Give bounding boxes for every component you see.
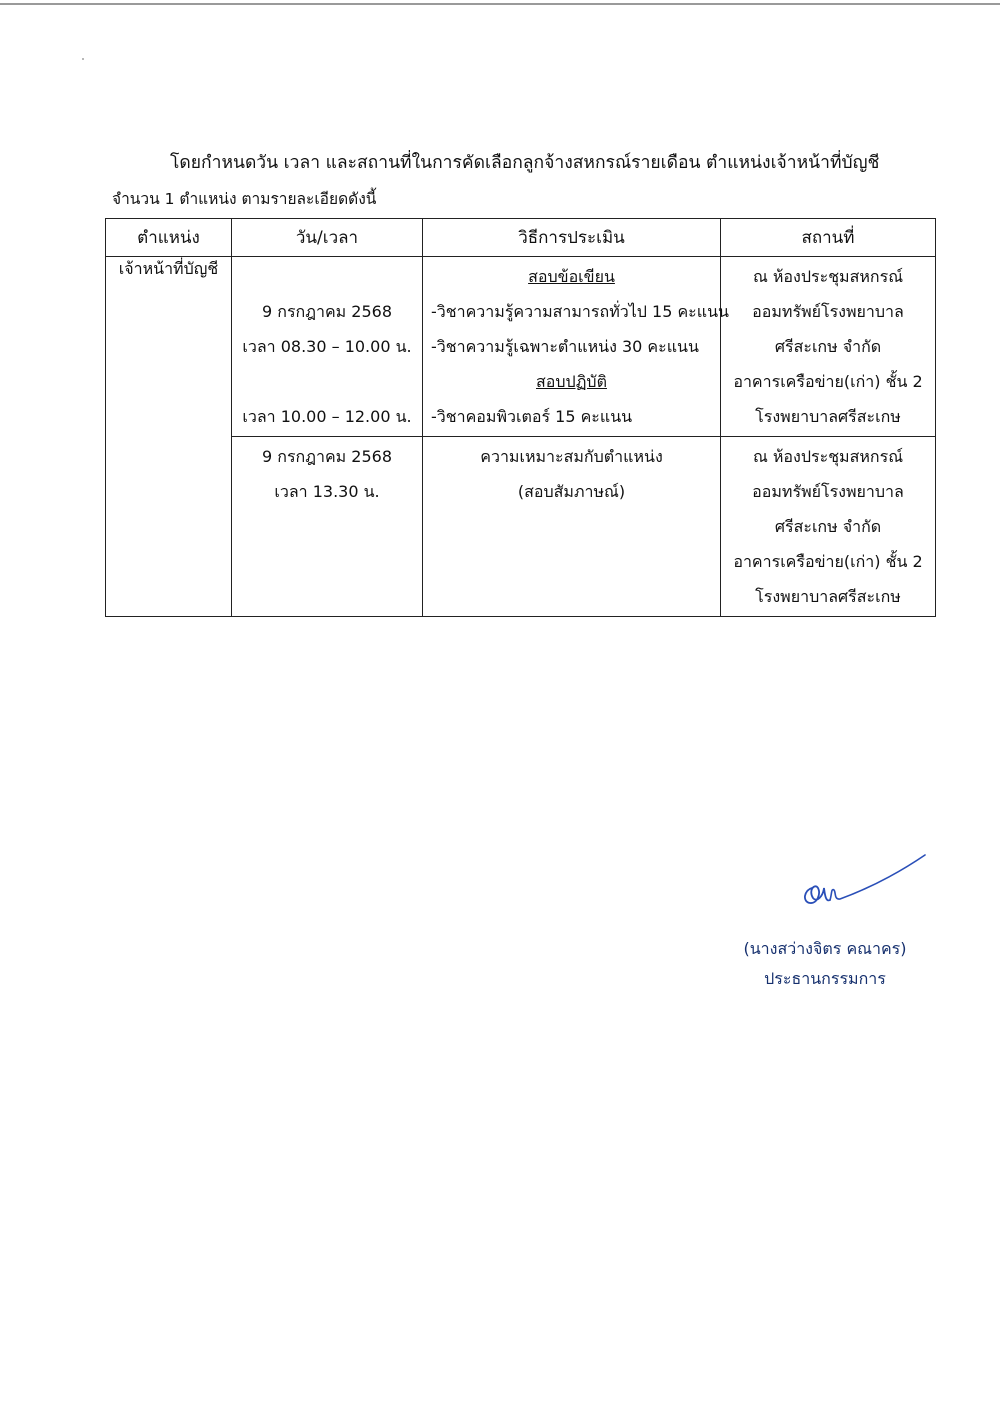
header-date-time: วัน/เวลา [232, 219, 423, 257]
header-position: ตำแหน่ง [106, 219, 232, 257]
row1-venue-line: ศรีสะเกษ จำกัด [774, 337, 882, 356]
intro-paragraph-line-1: โดยกำหนดวัน เวลา และสถานที่ในการคัดเลือกลูกจ้างสหกรณ์รายเดือน ตำแหน่งเจ้าหน้าที่บัญชี [170, 153, 880, 173]
row1-date-line: 9 กรกฎาคม 2568 [261, 302, 392, 321]
written-exam-heading: สอบข้อเขียน [528, 267, 615, 286]
row1-venue-line: ออมทรัพย์โรงพยาบาล [752, 302, 904, 321]
row2-method-line: (สอบสัมภาษณ์) [517, 482, 626, 501]
row1-date-cell [232, 257, 423, 437]
practical-exam-heading: สอบปฏิบัติ [536, 372, 607, 391]
row2-date-cell [232, 437, 423, 617]
row2-venue-cell [721, 437, 936, 617]
selection-schedule-table [105, 218, 936, 617]
table-row [106, 257, 936, 437]
written-exam-item: -วิชาความรู้เฉพาะตำแหน่ง 30 คะแนน [431, 337, 699, 356]
row1-venue-cell [721, 257, 936, 437]
row2-venue-line: โรงพยาบาลศรีสะเกษ [755, 587, 901, 606]
row2-date-line: เวลา 13.30 น. [274, 482, 380, 501]
handwritten-signature [790, 850, 935, 915]
row1-venue-line: อาคารเครือข่าย(เก่า) ชั้น 2 [733, 372, 923, 391]
row1-venue-line: โรงพยาบาลศรีสะเกษ [755, 407, 901, 426]
row2-venue-line: อาคารเครือข่าย(เก่า) ชั้น 2 [733, 552, 923, 571]
row1-venue-line: ณ ห้องประชุมสหกรณ์ [752, 267, 904, 286]
header-assessment-method: วิธีการประเมิน [423, 219, 721, 257]
signatory-name: (นางสว่างจิตร คณาคร) [743, 939, 907, 958]
position-cell: เจ้าหน้าที่บัญชี [106, 257, 232, 617]
row1-date-line: เวลา 08.30 – 10.00 น. [242, 337, 412, 356]
practical-exam-item: -วิชาคอมพิวเตอร์ 15 คะแนน [431, 407, 633, 426]
row1-date-line [232, 364, 422, 399]
written-exam-item: -วิชาความรู้ความสามารถทั่วไป 15 คะแนน [431, 302, 729, 321]
row2-date-line: 9 กรกฎาคม 2568 [261, 447, 392, 466]
row2-venue-line: ออมทรัพย์โรงพยาบาล [752, 482, 904, 501]
intro-paragraph-line-2: จำนวน 1 ตำแหน่ง ตามรายละเอียดดังนี้ [112, 190, 377, 208]
row1-method-cell [423, 257, 729, 437]
scan-speck [82, 58, 84, 60]
row1-date-line: เวลา 10.00 – 12.00 น. [242, 407, 412, 426]
row2-venue-line: ศรีสะเกษ จำกัด [774, 517, 882, 536]
row1-date-line [232, 259, 422, 294]
row2-venue-line: ณ ห้องประชุมสหกรณ์ [752, 447, 904, 466]
signatory-title: ประธานกรรมการ [764, 969, 886, 988]
top-border-line [0, 3, 1000, 5]
row2-method-cell [423, 437, 721, 617]
header-venue: สถานที่ [721, 219, 936, 257]
table-header-row [106, 219, 936, 257]
row2-method-line: ความเหมาะสมกับตำแหน่ง [480, 447, 663, 466]
